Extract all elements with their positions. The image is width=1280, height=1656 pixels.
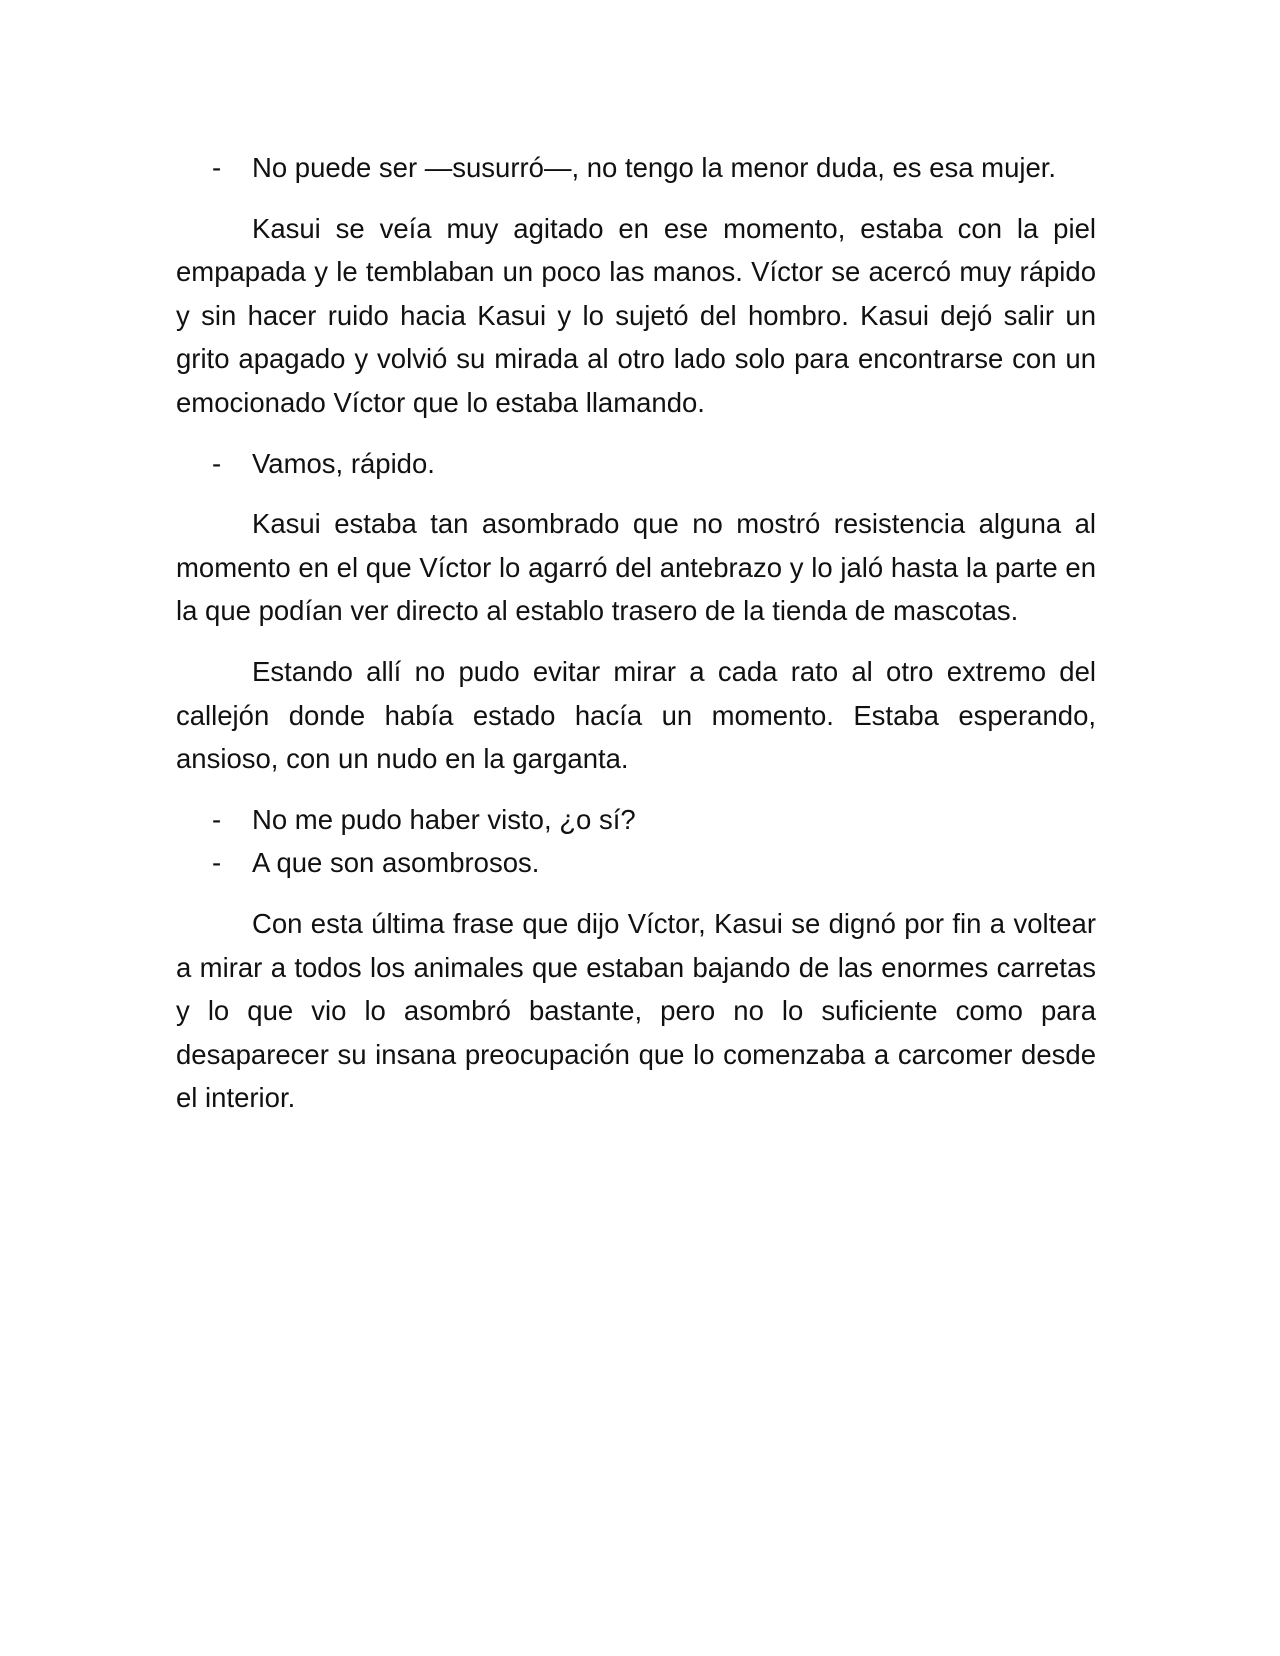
paragraph: Kasui estaba tan asombrado que no mostró resistencia alguna al momento en el que Víctor lo agarró del antebrazo y lo jaló hasta la parte en la que podían ver directo al establo trasero de la tienda de mascotas. <box>176 508 1096 627</box>
paragraph: Con esta última frase que dijo Víctor, Kasui se dignó por fin a voltear a mirar a todos los animales que estaban bajando de las enormes carretas y lo que vio lo asombró bastante, pero no lo suficiente como para desaparecer su insana preocupación que lo comenzaba a carcomer desde el interior. <box>176 907 1096 1114</box>
dialogue-line <box>176 798 1096 842</box>
dialogue-line <box>176 442 1096 486</box>
dialogue-text: A que son asombrosos. <box>252 847 540 879</box>
paragraph: Estando allí no pudo evitar mirar a cada rato al otro extremo del callejón donde había estado hacía un momento. Estaba esperando, ansioso, con un nudo en la garganta. <box>176 655 1096 775</box>
dialogue-text: No puede ser —susurró—, no tengo la menor duda, es esa mujer. <box>252 152 1057 183</box>
text-body <box>176 146 1096 1120</box>
dialogue-text: No me pudo haber visto, ¿o sí? <box>252 803 636 835</box>
dialogue-dash: - <box>212 152 222 183</box>
dialogue-text: Vamos, rápido. <box>252 447 435 479</box>
dialogue-dash: - <box>212 803 222 835</box>
dialogue-dash: - <box>212 847 222 879</box>
dialogue-line <box>176 146 1096 190</box>
paragraph: Kasui se veía muy agitado en ese momento, estaba con la piel empapada y le temblaban un poco las manos. Víctor se acercó muy rápido y sin hacer ruido hacia Kasui y lo sujetó del hombro. Kasui dejó salir un grito apagado y volvió su mirada al otro lado solo para encontrarse con un emocionado Víctor que lo estaba llamando. <box>176 212 1096 418</box>
dialogue-dash: - <box>212 447 222 479</box>
dialogue-line <box>176 841 1096 885</box>
